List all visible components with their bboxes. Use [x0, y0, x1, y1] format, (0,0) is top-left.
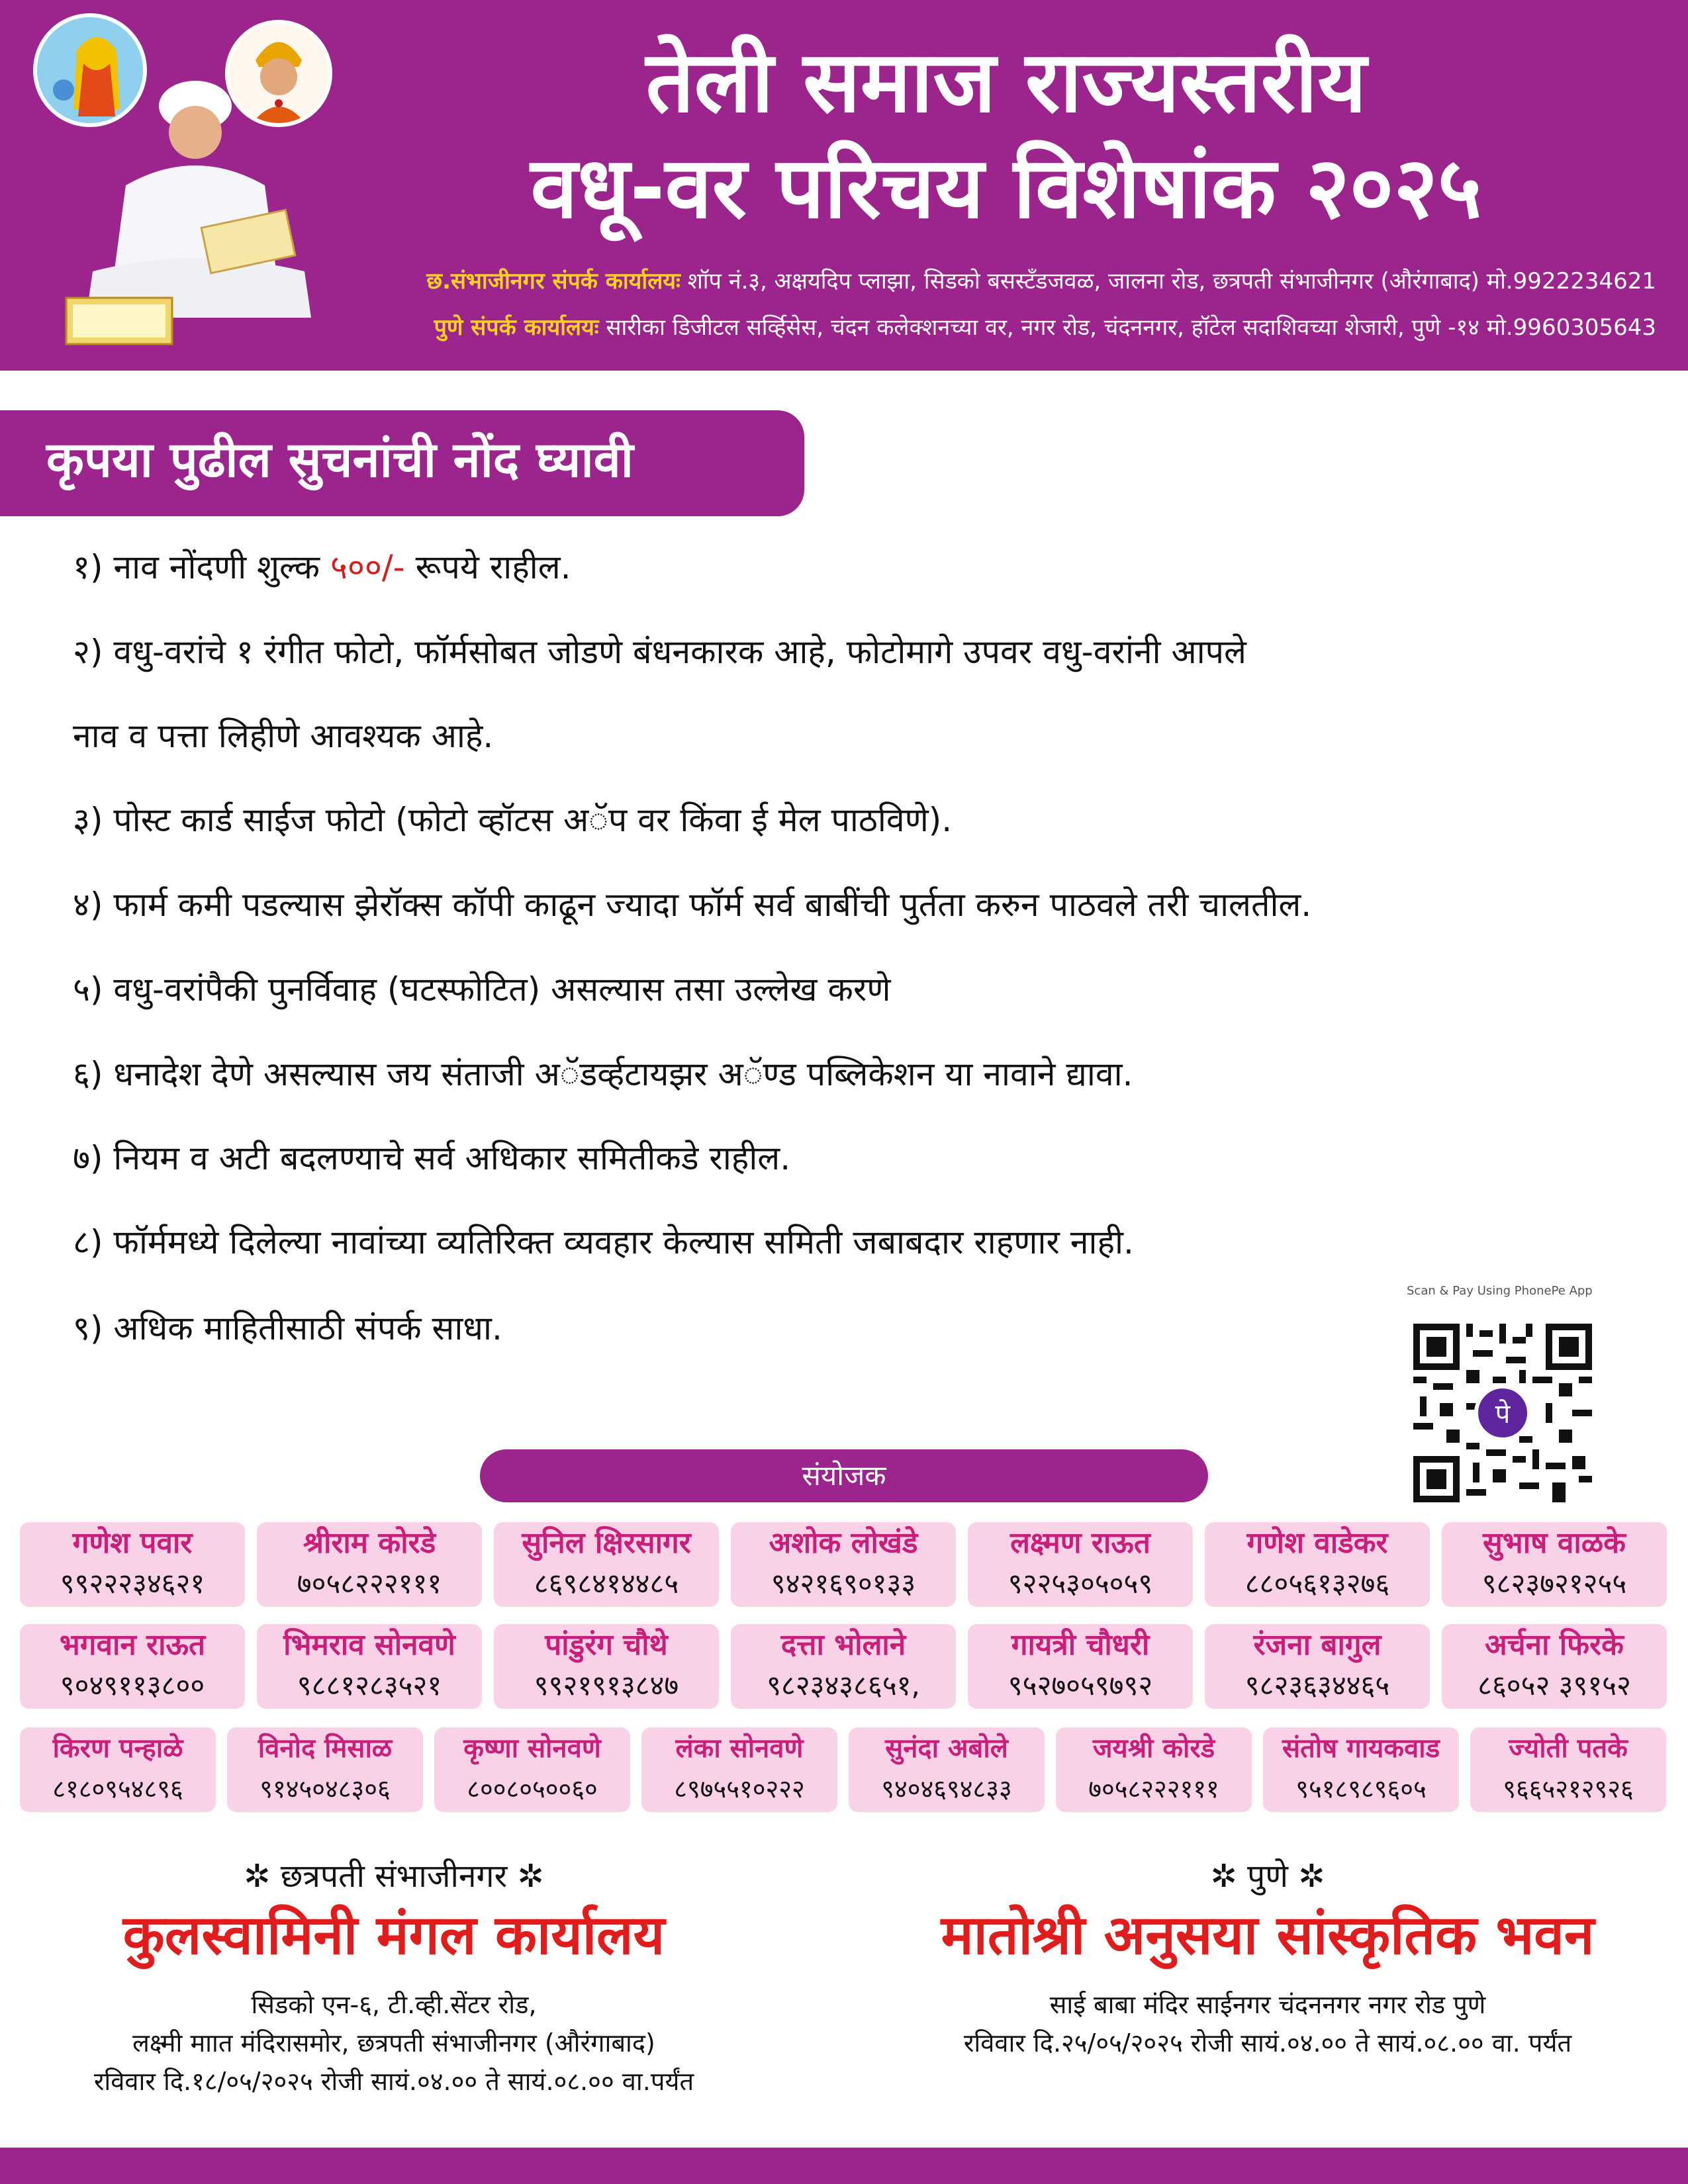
organizer-name: श्रीराम कोरडे: [303, 1526, 436, 1560]
rule-item: ५) वधु-वरांपैकी पुनर्विवाह (घटस्फोटित) असल्यास तसा उल्लेख करणे: [73, 970, 891, 1009]
organizer-phone: ८१८०९५४८९६: [52, 1774, 183, 1803]
organizer-name: संतोष गायकवाड: [1282, 1733, 1440, 1764]
organizer-card: [494, 1522, 719, 1607]
organizer-name: गणेश वाडेकर: [1246, 1526, 1388, 1560]
organizer-phone: ९५२७०५९७९२: [1008, 1669, 1153, 1702]
venue-sambhajinagar: [13, 1853, 774, 2101]
organizer-card: [731, 1522, 956, 1607]
organizer-name: अर्चना फिरके: [1485, 1628, 1624, 1662]
organizer-card: [849, 1727, 1045, 1812]
organizer-name: विनोद मिसाळ: [258, 1733, 393, 1764]
rule-item: ८) फॉर्ममध्ये दिलेल्या नावांच्या व्यतिरिक्त व्यवहार केल्यास समिती जबाबदार राहणार नाही.: [73, 1223, 1134, 1261]
venue-city: ✲ छत्रपती संभाजीनगर ✲: [244, 1858, 544, 1895]
organizer-name: ज्योती पतके: [1509, 1733, 1628, 1764]
phonepe-qr-icon[interactable]: [1413, 1324, 1592, 1502]
organizer-phone: ९८२३६३४४६५: [1244, 1669, 1390, 1702]
venue-address: साई बाबा मंदिर साईनगर चंदननगर नगर रोड पुणे: [1049, 1990, 1486, 2019]
organizer-phone: ९४०४६९४८३३: [881, 1774, 1012, 1803]
organizer-name: दत्ता भोलाने: [780, 1628, 906, 1662]
main-title-line-1: तेली समाज राज्यस्तरीय: [645, 33, 1367, 132]
qr-badge: पे: [1495, 1399, 1511, 1430]
rule-item: ७) नियम व अटी बदलण्याचे सर्व अधिकार समितीकडे राहील.: [73, 1139, 791, 1177]
rule-item: ३) पोस्ट कार्ड साईज फोटो (फोटो व्हॉटस अॅप वर किंवा ई मेल पाठविणे).: [73, 801, 953, 839]
venue-datetime: रविवार दि.१८/०५/२०२५ रोजी सायं.०४.०० ते सायं.०८.०० वा.पर्यंत: [93, 2067, 694, 2096]
organizer-name: गायत्री चौधरी: [1011, 1628, 1150, 1662]
organizer-phone: ७०५८२२२१११: [1088, 1774, 1219, 1803]
organizer-phone: ९४२१६९०१३३: [771, 1567, 916, 1600]
organizer-card: [257, 1522, 482, 1607]
organizer-card: [1442, 1624, 1667, 1709]
rule-item: ४) फार्म कमी पडल्यास झेरॉक्स कॉपी काढून ज्यादा फॉर्म सर्व बाबींची पुर्तता करुन पाठवले तरी चालतील.: [73, 886, 1312, 924]
organizer-phone: ९९२२२३४६२१: [60, 1567, 205, 1600]
organizer-name: गणेश पवार: [72, 1526, 193, 1560]
organizer-card: [1442, 1522, 1667, 1607]
organizer-card: [968, 1522, 1193, 1607]
organizer-card: [968, 1624, 1193, 1709]
organizer-card: [731, 1624, 956, 1709]
organizer-name: कृष्णा सोनवणे: [463, 1733, 601, 1764]
organizer-card: [434, 1727, 630, 1812]
organizer-phone: ८९७५५१०२२२: [674, 1774, 805, 1803]
venue-name: कुलस्वामिनी मंगल कार्यालय: [122, 1904, 665, 1967]
venue-name: मातोश्री अनुसया सांस्कृतिक भवन: [941, 1904, 1595, 1967]
organizer-phone: ८००८०५००६०: [467, 1774, 598, 1803]
venue-datetime: रविवार दि.२५/०५/२०२५ रोजी सायं.०४.०० ते सायं.०८.०० वा. पर्यंत: [963, 2028, 1572, 2058]
organizers-grid: [20, 1522, 1668, 1827]
fee-amount: ५००/-: [330, 548, 405, 586]
organizers-heading: संयोजक: [480, 1449, 1208, 1502]
footer-bar: [0, 2148, 1688, 2184]
venue-pune: [861, 1853, 1675, 2062]
organizer-name: जयश्री कोरडे: [1092, 1733, 1215, 1764]
organizer-card: [20, 1522, 245, 1607]
organizer-card: [1205, 1624, 1430, 1709]
organizer-phone: ८६९८४१४४८५: [534, 1567, 679, 1600]
qr-caption: Scan & Pay Using PhonePe App: [1407, 1284, 1593, 1298]
rule-item: [73, 546, 571, 588]
organizer-name: किरण पन्हाळे: [52, 1733, 183, 1764]
organizer-card: [257, 1624, 482, 1709]
payment-qr: [1407, 1284, 1605, 1509]
organizer-phone: ९६६५२१२९२६: [1503, 1774, 1634, 1803]
organizer-phone: ९५१८९८९६०५: [1295, 1774, 1427, 1803]
organizer-name: लक्ष्मण राऊत: [1010, 1526, 1150, 1560]
rule-text: १) नाव नोंदणी शुल्क: [73, 548, 330, 586]
organizer-phone: ९१४५०४८३०६: [259, 1774, 391, 1803]
seated-saint-illustration: [53, 53, 331, 351]
venue-city: ✲ पुणे ✲: [1210, 1858, 1325, 1895]
organizer-phone: ९८८१२८३५२१: [297, 1669, 442, 1702]
organizer-phone: ९०४९११३८००: [60, 1669, 205, 1702]
contact-sambhajinagar: [426, 265, 1656, 295]
organizer-name: लंका सोनवणे: [675, 1733, 804, 1764]
organizer-phone: ८६०५२ ३९१५२: [1477, 1669, 1631, 1702]
organizer-name: अशोक लोखंडे: [769, 1526, 918, 1560]
organizer-card: [494, 1624, 719, 1709]
rule-item: २) वधु-वरांचे १ रंगीत फोटो, फॉर्मसोबत जोडणे बंधनकारक आहे, फोटोमागे उपवर वधु-वरांनी आपले: [73, 633, 1246, 671]
organizer-card: [20, 1624, 245, 1709]
organizer-phone: ९२२५३०५०५९: [1008, 1567, 1153, 1600]
organizer-name: रंजना बागुल: [1253, 1628, 1382, 1662]
venue-address: सिडको एन-६, टी.व्ही.सेंटर रोड,: [251, 1990, 537, 2019]
organizer-card: [1470, 1727, 1666, 1812]
rule-text: रूपये राहील.: [404, 548, 571, 586]
organizer-card: [1056, 1727, 1252, 1812]
organizer-name: सुनंदा अबोले: [885, 1733, 1008, 1764]
organizer-name: सुभाष वाळके: [1483, 1526, 1626, 1560]
rule-item: ९) अधिक माहितीसाठी संपर्क साधा.: [73, 1309, 502, 1347]
organizer-phone: ९८२३४३८६५१,: [767, 1669, 920, 1702]
saint-portraits: [26, 7, 331, 351]
header-banner: [0, 0, 1688, 371]
organizer-phone: ८८०५६१३२७६: [1244, 1567, 1390, 1600]
organizer-name: पांडुरंग चौथे: [545, 1628, 668, 1662]
organizer-name: भिमराव सोनवणे: [283, 1628, 455, 1662]
venue-address: लक्ष्मी माात मंदिरासमोर, छत्रपती संभाजीनगर (औरंगाबाद): [132, 2028, 655, 2058]
organizer-name: भगवान राऊत: [59, 1628, 206, 1662]
organizer-card: [20, 1727, 216, 1812]
organizer-card: [1205, 1522, 1430, 1607]
contact-text: सारीका डिजीटल सर्व्हिसेस, चंदन कलेक्शनच्या वर, नगर रोड, चंदननगर, हॉटेल सदाशिवच्या शेजारी, पुणे -१४ मो.9960305643: [606, 314, 1656, 341]
organizer-phone: ९८२३७२१२५५: [1481, 1567, 1627, 1600]
organizer-card: [641, 1727, 837, 1812]
organizer-card: [1263, 1727, 1459, 1812]
rule-item: नाव व पत्ता लिहीणे आवश्यक आहे.: [73, 717, 494, 755]
contact-label: पुणे संपर्क कार्यालयः: [434, 314, 599, 341]
notice-title: कृपया पुढील सुचनांची नोंद घ्यावी: [46, 432, 633, 488]
organizer-name: सुनिल क्षिरसागर: [522, 1526, 691, 1560]
contact-pune: [434, 311, 1656, 341]
organizer-card: [227, 1727, 423, 1812]
contact-text: शॉप नं.३, अक्षयदिप प्लाझा, सिडको बसस्टँडजवळ, जालना रोड, छत्रपती संभाजीनगर (औरंगाबाद) मो.9922234621: [687, 268, 1656, 295]
organizer-phone: ९९२१९१३८४७: [534, 1669, 679, 1702]
rule-item: ६) धनादेश देणे असल्यास जय संताजी अॅडर्व्हटायझर अॅण्ड पब्लिकेशन या नावाने द्यावा.: [73, 1055, 1133, 1093]
contact-label: छ.संभाजीनगर संपर्क कार्यालयः: [426, 268, 680, 295]
organizer-phone: ७०५८२२२१११: [297, 1567, 442, 1600]
main-title-line-2: वधू-वर परिचय विशेषांक २०२५: [530, 139, 1482, 238]
